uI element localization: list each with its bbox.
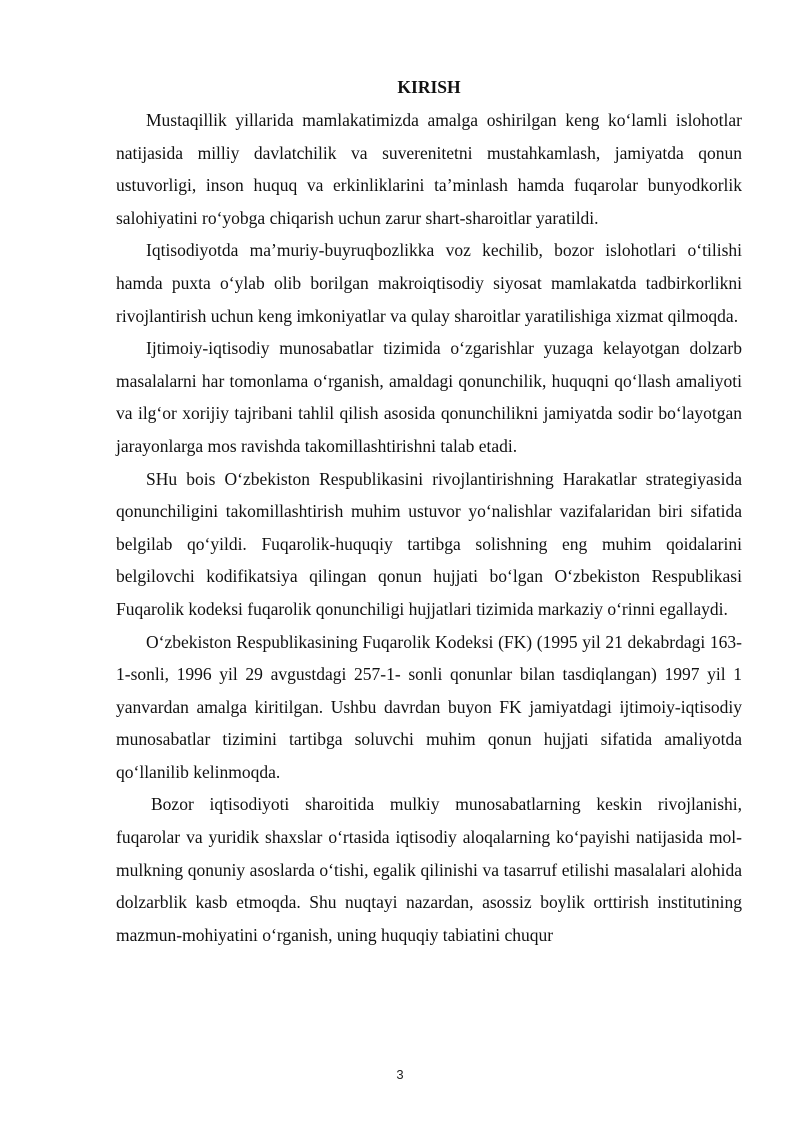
paragraph-6: Bozor iqtisodiyoti sharoitida mulkiy munosabatlarning keskin rivojlanishi, fuqarolar va yuridik shaxslar o‘rtasida iqtisodiy aloqalarning ko‘payishi natijasida mol-mulkning qonuniy asoslarda o‘tishi, egalik qilinishi va tasarruf etilishi masalalari alohida dolzarblik kasb etmoqda. Shu nuqtayi nazardan, asossiz boylik orttirish institutining mazmun-mohiyatini o‘rganish, uning huquqiy tabiatini chuqur (116, 794, 742, 945)
paragraph-1: Mustaqillik yillarida mamlakatimizda amalga oshirilgan keng ko‘lamli islohotlar natijasida milliy davlatchilik va suverenitetni mustahkamlash, jamiyatda qonun ustuvorligi, inson huquq va erkinliklarini ta’minlash hamda fuqarolar bunyodkorlik salohiyatini ro‘yobga chiqarish uchun zarur shart-sharoitlar yaratildi. (116, 110, 742, 228)
paragraph-2: Iqtisodiyotda ma’muriy-buyruqbozlikka voz kechilib, bozor islohotlari o‘tilishi hamda puxta o‘ylab olib borilgan makroiqtisodiy siyosat mamlakatda tadbirkorlikni rivojlantirish uchun keng imkoniyatlar va qulay sharoitlar yaratilishiga xizmat qilmoqda. (116, 240, 742, 326)
paragraph-4: SHu bois O‘zbekiston Respublikasini rivojlantirishning Harakatlar strategiyasida qonunchiligini takomillashtirish muhim ustuvor yo‘nalishlar vazifalaridan biri sifatida belgilab qo‘yildi. Fuqarolik-huquqiy tartibga solishning eng muhim qoidalarini belgilovchi kodifikatsiya qilingan qonun hujjati bo‘lgan O‘zbekiston Respublikasi Fuqarolik kodeksi fuqarolik qonunchiligi hujjatlari tizimida markaziy o‘rinni egallaydi. (116, 468, 742, 619)
page-number: 3 (396, 1067, 404, 1082)
document-page (116, 74, 742, 951)
paragraph-3: Ijtimoiy-iqtisodiy munosabatlar tizimida o‘zgarishlar yuzaga kelayotgan dolzarb masalalarni har tomonlama o‘rganish, amaldagi qonunchilik, huquqni qo‘llash amaliyoti va ilg‘or xorijiy tajribani tahlil qilish asosida qonunchilikni jamiyatda sodir bo‘layotgan jarayonlarga mos ravishda takomillashtirishni talab etadi. (116, 338, 742, 456)
section-heading: KIRISH (397, 77, 461, 97)
paragraph-5: O‘zbekiston Respublikasining Fuqarolik Kodeksi (FK) (1995 yil 21 dekabrdagi 163-1-sonli, 1996 yil 29 avgustdagi 257-1- sonli qonunlar bilan tasdiqlangan) 1997 yil 1 yanvardan amalga kiritilgan. Ushbu davrdan buyon FK jamiyatdagi ijtimoiy-iqtisodiy munosabatlar tizimini tartibga soluvchi muhim qonun hujjati sifatida amaliyotda qo‘llanilib kelinmoqda. (116, 631, 742, 782)
